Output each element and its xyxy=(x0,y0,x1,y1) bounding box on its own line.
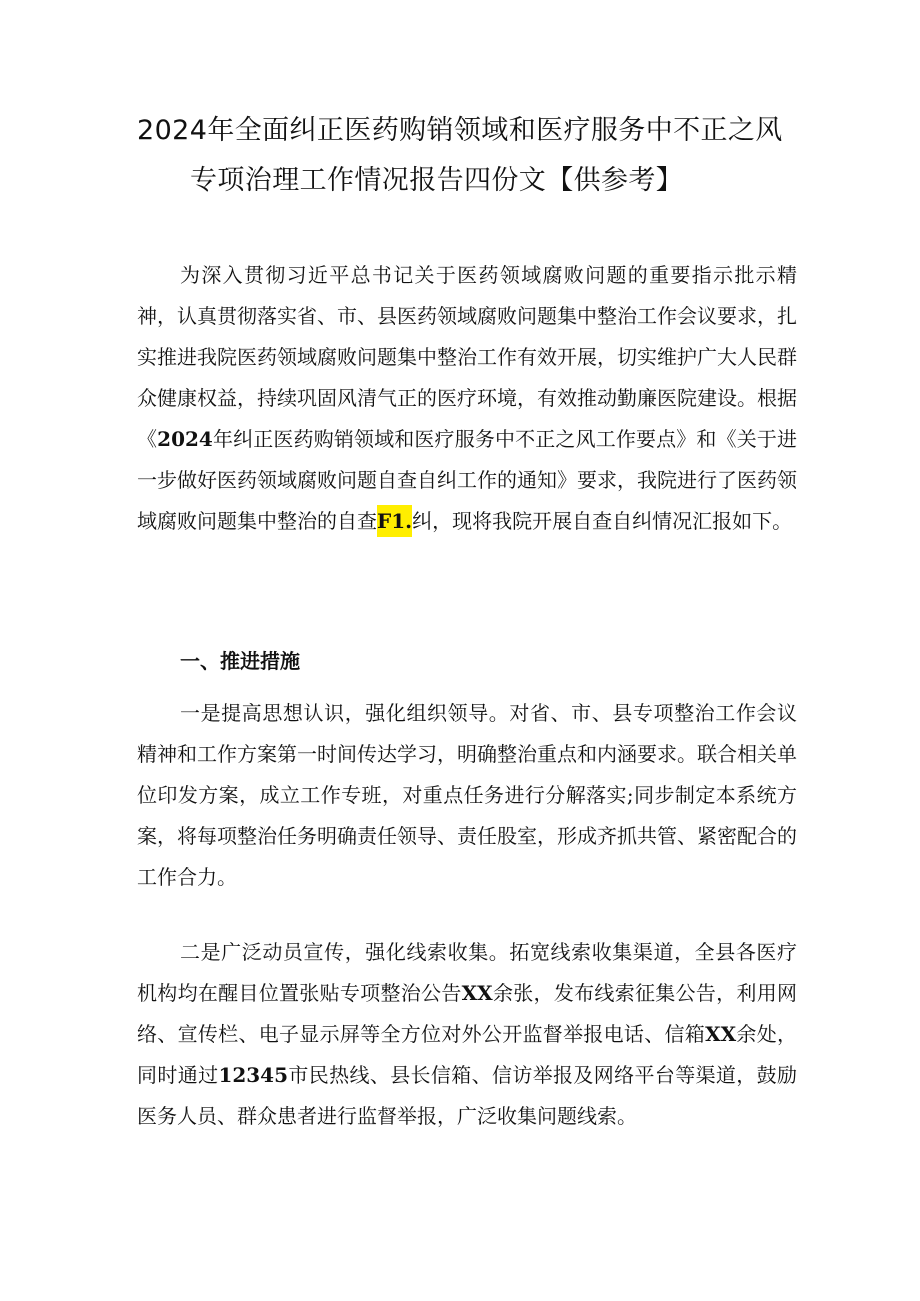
intro-text-1: 为深入贯彻习近平总书记关于医药领域腐败问题的重要指示批示精神，认真贯彻落实省、市、县医药领域腐败问题集中整治工作会议要求，扎实推进我院医药领域腐败问题集中整治工作有效开展，切实维护广大人民群众健康权益，持续巩固风清气正的医疗环境，有效推动勤廉医院建设。根据《 xyxy=(137,263,797,451)
measure2-text-2: 余张，发布线索征集公告，利用网络、宣传栏、电子显示屏等全方位对外公开监督举报电话、信箱 xyxy=(137,981,798,1046)
measure-paragraph-2 xyxy=(137,932,797,1137)
measure2-text-3: 余处，同时通过 xyxy=(137,1022,798,1087)
document-title-line-1: 2024年全面纠正医药购销领域和医疗服务中不正之风 xyxy=(137,115,783,146)
hotline-number: 12345 xyxy=(218,1063,289,1087)
placeholder-count-1: XX xyxy=(461,981,493,1005)
intro-year: 2024 xyxy=(157,427,213,451)
intro-text-2: 年纠正医药购销领域和医疗服务中不正之风工作要点》和《关于进一步做好医药领域腐败问题自查自纠工作的通知》要求，我院进行了医药领域腐败问题集中整治的自查 xyxy=(137,427,798,533)
placeholder-count-2: XX xyxy=(705,1022,737,1046)
section-heading-measures: 一、推进措施 xyxy=(180,649,300,673)
intro-text-3: 纠，现将我院开展自查自纠情况汇报如下。 xyxy=(412,509,793,533)
measure2-text-1: 二是广泛动员宣传，强化线索收集。拓宽线索收集渠道，全县各医疗机构均在醒目位置张贴专项整治公告 xyxy=(137,940,797,1005)
measure-paragraph-1: 一是提高思想认识，强化组织领导。对省、市、县专项整治工作会议精神和工作方案第一时间传达学习，明确整治重点和内涵要求。联合相关单位印发方案，成立工作专班，对重点任务进行分解落实;同步制定本系统方案，将每项整治任务明确责任领导、责任股室，形成齐抓共管、紧密配合的工作合力。 xyxy=(137,701,797,889)
intro-paragraph xyxy=(137,255,797,542)
highlighted-mark: F1. xyxy=(377,505,412,537)
measure2-text-4: 市民热线、县长信箱、信访举报及网络平台等渠道，鼓励医务人员、群众患者进行监督举报，广泛收集问题线索。 xyxy=(137,1063,798,1128)
document-title-line-2: 专项治理工作情况报告四份文【供参考】 xyxy=(190,165,684,196)
